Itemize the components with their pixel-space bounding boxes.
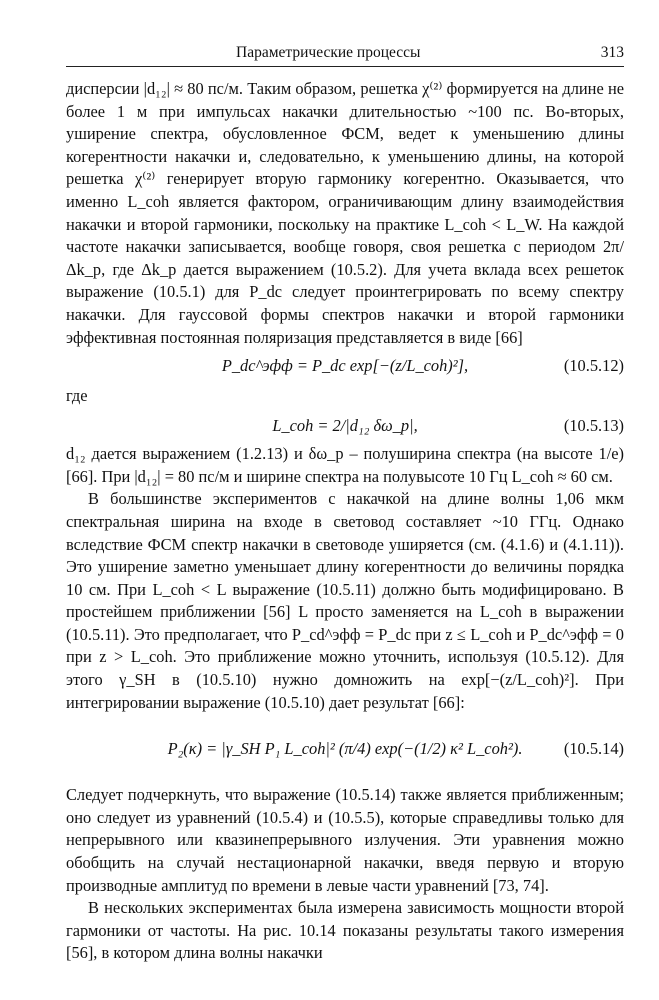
page-number: 313 [600,44,624,61]
equation-expression: L_coh = 2/|d₁₂ δω_p|, [272,416,418,436]
equation-expression: P_dc^эфф = P_dc exp[−(z/L_coh)²], [221,356,469,376]
paragraph-measurements: В нескольких экспериментах была измерена зависимость мощности второй гармоники от частоты. На рис. 10.14 показаны результаты такого измерения [56], в котором длина волны накачки [66,898,624,963]
equation-expression: P₂(κ) = |γ_SH P₁ L_coh|² (π/4) exp(−(1/2) κ² L_coh²). [167,739,523,759]
paragraph-remark: Следует подчеркнуть, что выражение (10.5.14) также является приближенным; оно следует из уравнений (10.5.4) и (10.5.5), которые справедливы только для непрерывного или квазинепрерывного излучения. Эти уравнения можно обобщить на случай нестационарной накачки, введя первую и вторую производные амплитуд по времени в левые части уравнений [73, 74]. [66,785,624,895]
paragraph-experiments: В большинстве экспериментов с накачкой на длине волны 1,06 мкм спектральная ширина на входе в световод составляет ~10 ГГц. Однако вследствие ФСМ спектр накачки в световоде уширяется (см. (4.1.6) и (4.1.11)). Это уширение заметно уменьшает длину когерентности до величины порядка 10 см. При L_coh < L выражение (10.5.11) должно быть модифицировано. В простейшем приближении [56] L просто заменяется на L_coh в выражении (10.5.11). Это предполагает, что P_cd^эфф = P_dc при z ≤ L_coh и P_dc^эфф = 0 при z > L_coh. Это приближение можно уточнить, используя (10.5.12). Для этого γ_SH в (10.5.10) нужно домножить на exp[−(z/L_coh)²]. При интегрировании выражение (10.5.10) дает результат [66]: [66,489,624,712]
running-title: Параметрические процессы [236,44,421,61]
equation-10-5-12 [66,349,624,383]
equation-10-5-13 [66,409,624,443]
where-label: где [66,386,88,406]
page-header [66,42,624,67]
equation-10-5-14 [66,714,624,784]
equation-number: (10.5.13) [563,416,624,436]
equation-number: (10.5.14) [563,739,624,759]
paragraph-definitions: d₁₂ дается выражением (1.2.13) и δω_p – полуширина спектра (на высоте 1/e) [66]. При |d₁₂| = 80 пс/м и ширине спектра на полувысоте 10 Гц L_coh ≈ 60 см. [66,444,624,486]
paragraph-continuation: дисперсии |d₁₂| ≈ 80 пс/м. Таким образом, решетка χ⁽²⁾ формируется на длине не более 1 м при импульсах накачки длительностью ~100 пс. Во-вторых, уширение спектра, обусловленное ФСМ, ведет к уменьшению длины когерентности накачки и, следовательно, к уменьшению длины, на которой решетка χ⁽²⁾ генерирует вторую гармонику когерентно. Оказывается, что именно L_coh является фактором, ограничивающим длину взаимодействия накачки и второй гармоники, поскольку на практике L_coh < L_W. На каждой частоте накачки записывается, вообще говоря, своя решетка с периодом 2π/Δk_p, где Δk_p дается выражением (10.5.2). Для учета вклада всех решеток выражение (10.5.1) для P_dc следует проинтегрировать по всему спектру накачки. Для гауссовой формы спектров накачки и второй гармоники эффективная постоянная поляризация представляется в виде [66] [66,79,624,347]
page-body [66,78,624,965]
equation-number: (10.5.12) [563,356,624,376]
